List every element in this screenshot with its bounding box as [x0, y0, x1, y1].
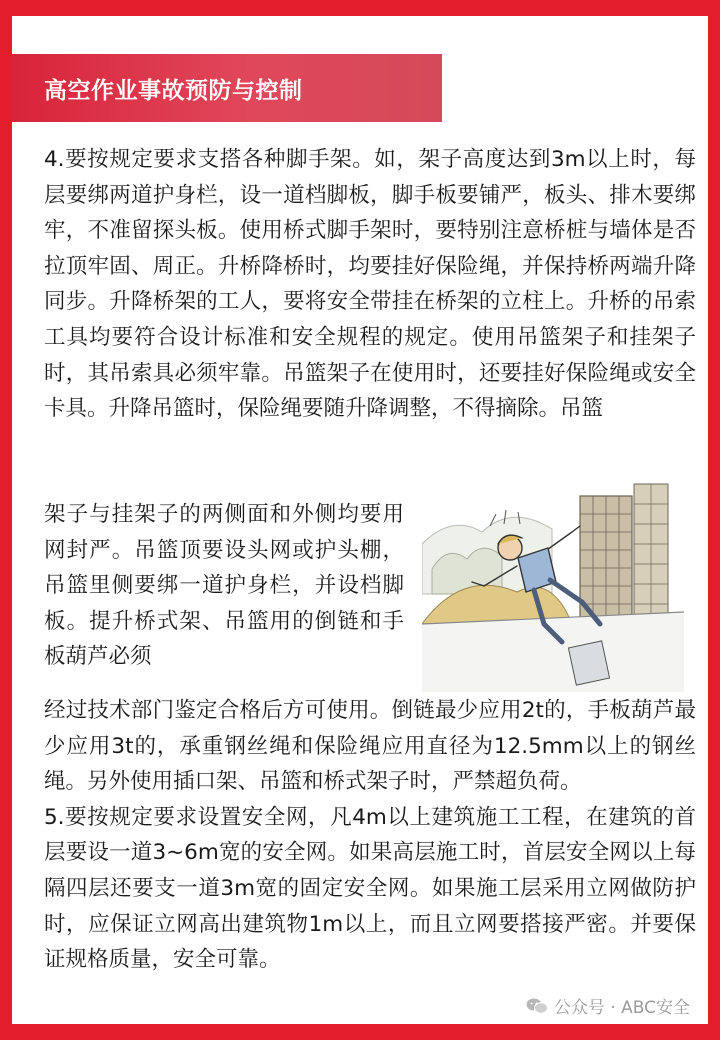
- content-card: [12, 16, 708, 1024]
- paragraph-bottom: [44, 693, 696, 1013]
- paragraph-top: 4.要按规定要求支搭各种脚手架。如，架子高度达到3m以上时，每层要绑两道护身栏，设一道档脚板，脚手板要铺严，板头、排木要绑牢，不准留探头板。使用桥式脚手架时，要特别注意桥桩与墙体是否拉顶牢固、周正。升桥降桥时，均要挂好保险绳，并保持桥两端升降同步。升降桥架的工人，要将安全带挂在桥架的立柱上。升桥的吊索工具均要符合设计标准和安全规程的规定。使用吊篮架子和挂架子时，其吊索具必须牢靠。吊篮架子在使用时，还要挂好保险绳或安全卡具。升降吊篮时，保险绳要随升降调整，不得摘除。吊篮: [44, 147, 696, 422]
- title-banner: [12, 54, 442, 122]
- paragraph-beside-illustration: 架子与挂架子的两侧面和外侧均要用网封严。吊篮顶要设头网或护头棚，吊篮里侧要绑一道护身栏，并设档脚板。提升桥式架、吊篮用的倒链和手板葫芦必须: [44, 502, 404, 670]
- watermark: [522, 991, 694, 1020]
- wechat-icon: [526, 997, 548, 1015]
- paragraph-bottom-text: 经过技术部门鉴定合格后方可使用。倒链最少应用2t的，手板葫芦最少应用3t的，承重钢丝绳和保险绳应用直径为12.5mm以上的钢丝绳。另外使用插口架、吊篮和桥式架子时，严禁超负荷。 5.要按规定要求设置安全网，凡4m以上建筑施工工程，在建筑的首层要设一道3~6m宽的安全网。如果高层施工时，首层安全网以上每隔四层还要支一道3m宽的固定安全网。如果施工层采用立网做防护时，应保证立网高出建筑物1m以上，而且立网要搭接严密。并要保证规格质量，安全可靠。: [44, 698, 696, 973]
- page-title: 高空作业事故预防与控制: [44, 77, 303, 104]
- falling-worker-illustration: [422, 474, 684, 692]
- watermark-text: 公众号 · ABC安全: [553, 998, 690, 1018]
